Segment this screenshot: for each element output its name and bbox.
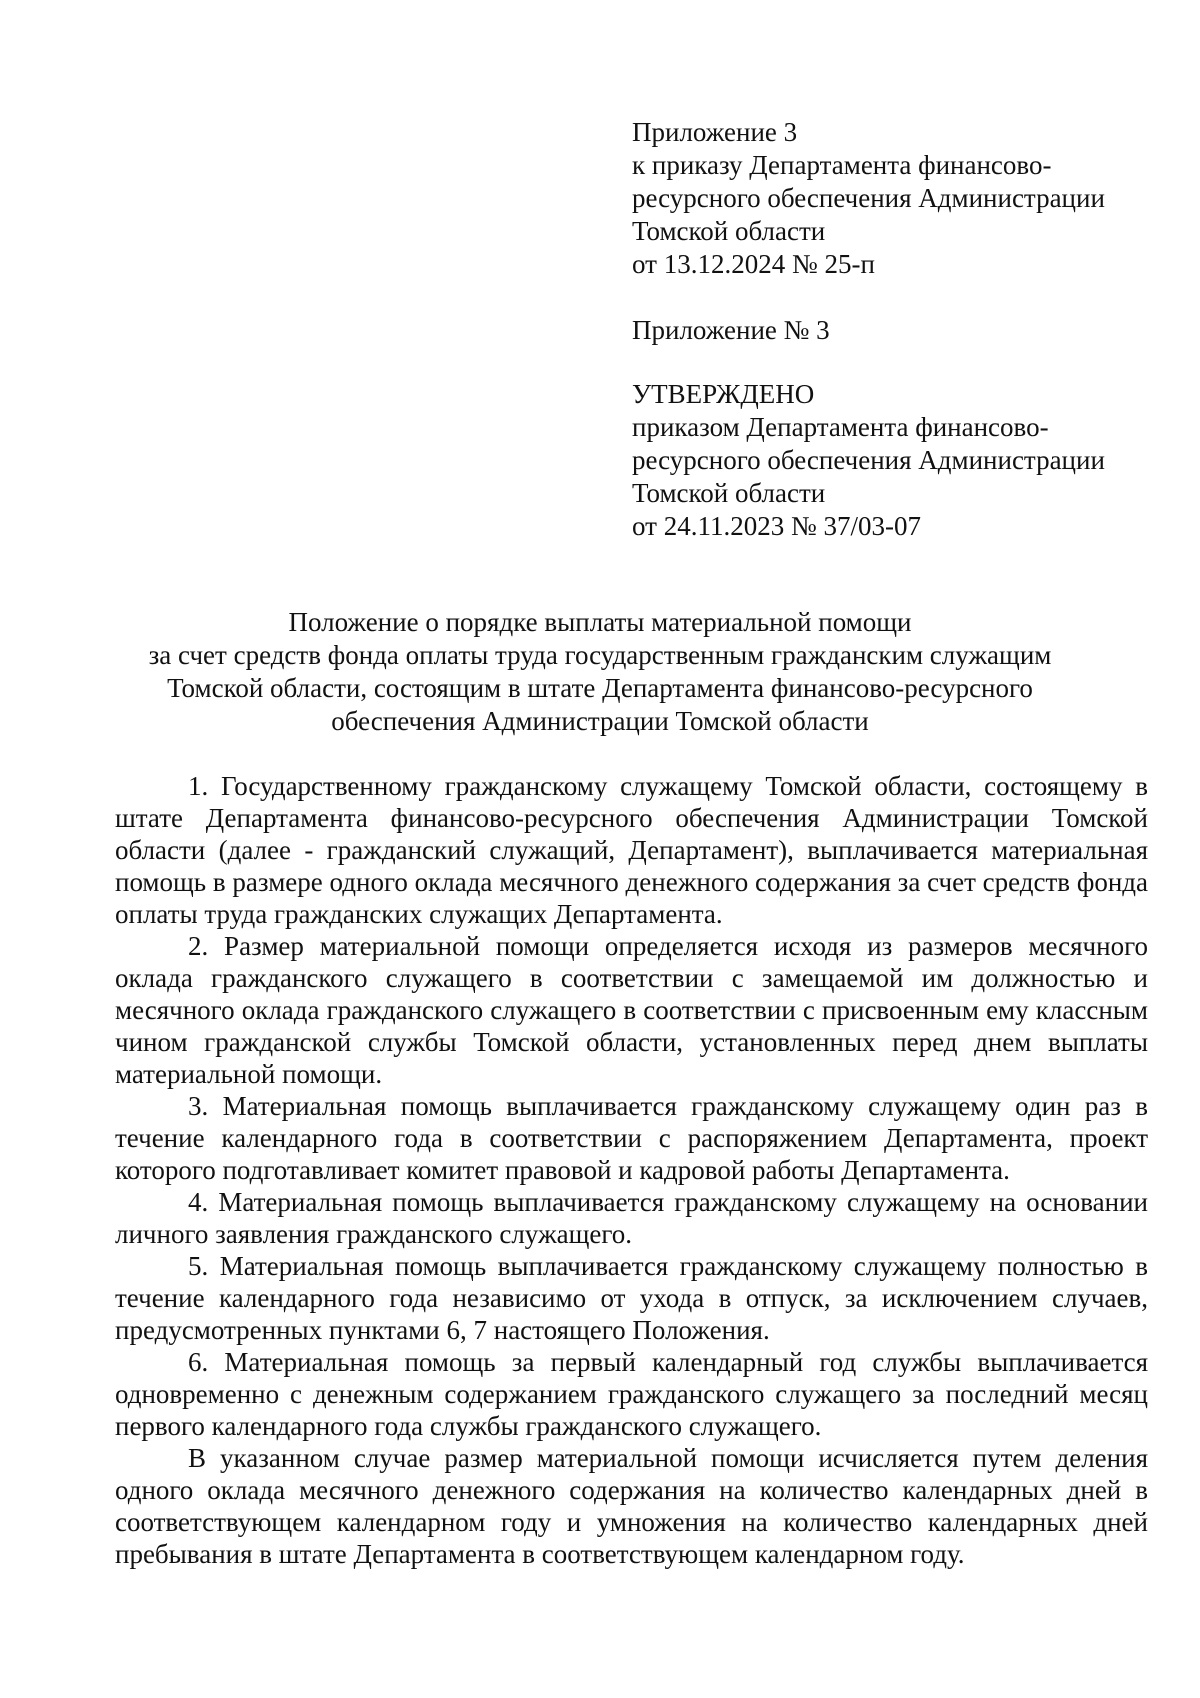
document-title: [60, 606, 1140, 738]
appendix-order-line-1: Приложение 3: [632, 117, 798, 147]
title-line-4: обеспечения Администрации Томской области: [331, 706, 869, 736]
appendix-number: Приложение № 3: [632, 315, 830, 345]
approved-line-4: Томской области: [632, 478, 826, 508]
appendix-order-line-2: к приказу Департамента финансово-: [632, 150, 1052, 180]
appendix-order-line-3: ресурсного обеспечения Администрации: [632, 183, 1105, 213]
title-line-1: Положение о порядке выплаты материальной помощи: [288, 607, 912, 637]
appendix-order-line-5: от 13.12.2024 № 25-п: [632, 249, 875, 279]
title-line-3: Томской области, состоящим в штате Департамента финансово-ресурсного: [167, 673, 1033, 703]
approved-line-1: УТВЕРЖДЕНО: [632, 379, 815, 409]
paragraph-4: 4. Материальная помощь выплачивается гражданскому служащему на основании личного заявления гражданского служащего.: [115, 1187, 1148, 1249]
appendix-order-block: [632, 116, 1172, 281]
appendix-order-line-4: Томской области: [632, 216, 826, 246]
approved-line-5: от 24.11.2023 № 37/03-07: [632, 511, 921, 541]
document-body: [115, 770, 1148, 1570]
paragraph-3: 3. Материальная помощь выплачивается гражданскому служащему один раз в течение календарного года в соответствии с распоряжением Департамента, проект которого подготавливает комитет правовой и кадровой работы Департамента.: [115, 1091, 1148, 1185]
appendix-number-block: [632, 314, 1172, 347]
paragraph-2: 2. Размер материальной помощи определяется исходя из размеров месячного оклада гражданского служащего в соответствии с замещаемой им должностью и месячного оклада гражданского служащего в соответствии с присвоенным ему классным чином гражданской службы Томской области, установленных перед днем выплаты материальной помощи.: [115, 931, 1148, 1089]
approved-block: [632, 378, 1172, 543]
title-line-2: за счет средств фонда оплаты труда государственным гражданским служащим: [148, 640, 1052, 670]
paragraph-1: 1. Государственному гражданскому служащему Томской области, состоящему в штате Департамента финансово-ресурсного обеспечения Администрации Томской области (далее - гражданский служащий, Департамент), выплачивается материальная помощь в размере одного оклада месячного денежного содержания за счет средств фонда оплаты труда гражданских служащих Департамента.: [115, 771, 1148, 929]
paragraph-5: 5. Материальная помощь выплачивается гражданскому служащему полностью в течение календарного года независимо от ухода в отпуск, за исключением случаев, предусмотренных пунктами 6, 7 настоящего Положения.: [115, 1251, 1148, 1345]
approved-line-2: приказом Департамента финансово-: [632, 412, 1049, 442]
approved-line-3: ресурсного обеспечения Администрации: [632, 445, 1105, 475]
paragraph-6-continuation: В указанном случае размер материальной помощи исчисляется путем деления одного оклада месячного денежного содержания на количество календарных дней в соответствующем календарном году и умножения на количество календарных дней пребывания в штате Департамента в соответствующем календарном году.: [115, 1443, 1148, 1569]
paragraph-6: 6. Материальная помощь за первый календарный год службы выплачивается одновременно с денежным содержанием гражданского служащего за последний месяц первого календарного года службы гражданского служащего.: [115, 1347, 1148, 1441]
